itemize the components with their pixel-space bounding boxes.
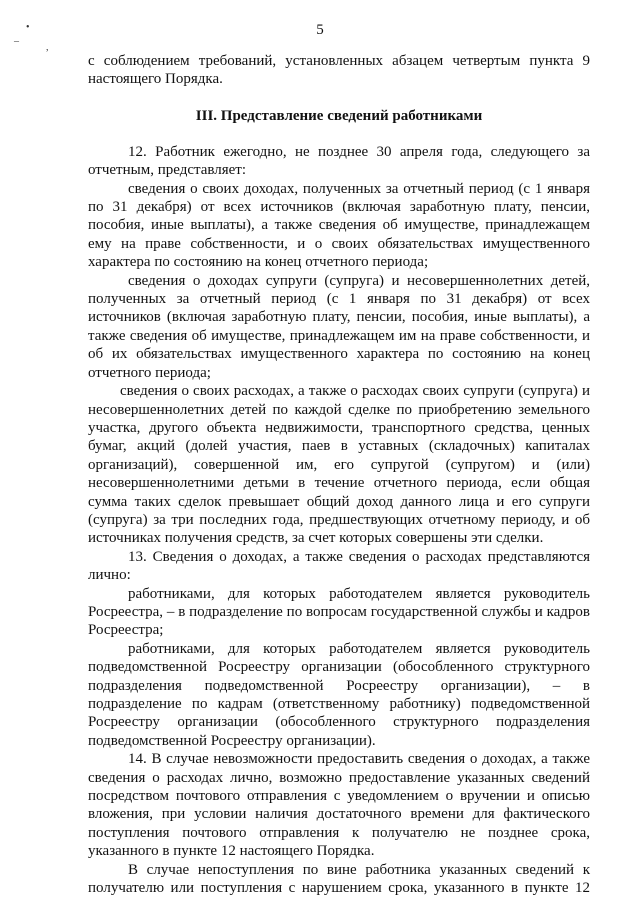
scan-mark-2: – (14, 36, 19, 47)
section-title: III. Представление сведений работниками (195, 107, 483, 124)
document-body (88, 52, 590, 897)
scan-mark-1: • (26, 22, 30, 33)
paragraph-continuation: с соблюдением требований, установленных абзацем четвертым пункта 9 настоящего Порядка. (88, 53, 590, 88)
paragraph-own-income: сведения о своих доходах, полученных за отчетный период (с 1 января по 31 декабря) от всех источников (включая заработную плату, пенсии, пособия, иные выплаты), а также сведения об имуществе, принадлежащем ему на праве собственности, и о своих обязательствах имущественного характера по состоянию на конец отчетного периода; (88, 180, 590, 271)
paragraph-12: 12. Работник ежегодно, не позднее 30 апреля года, следующего за отчетным, представляет: (88, 143, 590, 179)
scan-mark-3: , (46, 42, 49, 53)
paragraph-subordinate-employer: работниками, для которых работодателем является руководитель подведомственной Росреестру организации (обособленного структурного подразделения подведомственной Росреестру организации), – в подразделение по кадрам (ответственному работнику) подведомственной Росреестру организации (обособленного структурного подразделения подведомственной Росреестру организации). (88, 640, 590, 749)
paragraph-head-employer: работниками, для которых работодателем является руководитель Росреестра, – в подразделение по вопросам государственной службы и кадров Росреестра; (88, 585, 590, 639)
paragraph-non-receipt: В случае непоступления по вине работника указанных сведений к получателю или поступления с нарушением срока, указанного в пункте 12 (88, 861, 590, 897)
page-number: 5 (316, 22, 324, 38)
paragraph-13: 13. Сведения о доходах, а также сведения о расходах представляются лично: (88, 548, 590, 584)
paragraph-family-income: сведения о доходах супруги (супруга) и несовершеннолетних детей, полученных за отчетный период (с 1 января по 31 декабря) от всех источников (включая заработную плату, пенсии, пособия, иные выплаты), а также сведения об имуществе, принадлежащем им на праве собственности, и об их обязательствах имущественного характера по состоянию на конец отчетного периода; (88, 272, 590, 381)
paragraph-14: 14. В случае невозможности предоставить сведения о доходах, а также сведения о расходах лично, возможно предоставление указанных сведений посредством почтового отправления с уведомлением о вручении и описью вложения, при условии наличия достаточного времени для фактического поступления почтового отправления к получателю не позднее срока, указанного в пункте 12 настоящего Порядка. (88, 751, 590, 860)
paragraph-expenses: сведения о своих расходах, а также о расходах своих супруги (супруга) и несовершеннолетних детей по каждой сделке по приобретению земельного участка, другого объекта недвижимости, транспортного средства, ценных бумаг, акций (долей участия, паев в уставных (складочных) капиталах организаций), совершенной им, его супругой (супругом) и (или) несовершеннолетними детьми в течение отчетного периода, если общая сумма таких сделок превышает общий доход данного лица и его супруги (супруга) за три последних года, предшествующих отчетному периоду, и об источниках получения средств, за счет которых совершены эти сделки. (88, 383, 590, 547)
